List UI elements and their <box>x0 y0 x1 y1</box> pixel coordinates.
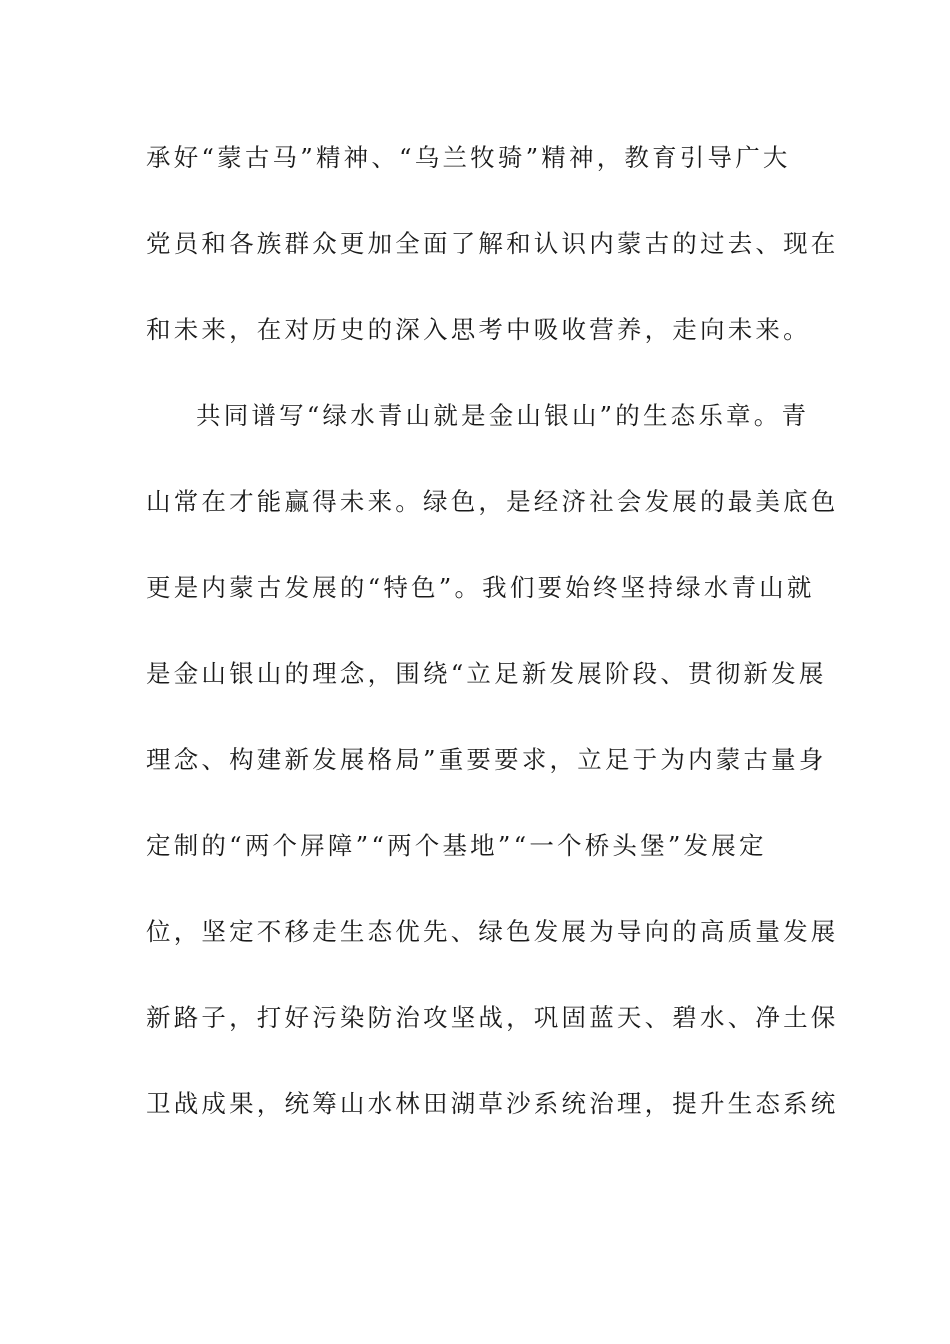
paragraph-line: 更是内蒙古发展的“特色”。我们要始终坚持绿水青山就 <box>146 573 815 602</box>
paragraph-line: 承好“蒙古马”精神、“乌兰牧骑”精神，教育引导广大 <box>146 143 791 172</box>
paragraph-line: 和未来，在对历史的深入思考中吸收营养，走向未来。 <box>146 315 811 344</box>
paragraph-line: 卫战成果，统筹山水林田湖草沙系统治理，提升生态系统 <box>146 1089 839 1118</box>
paragraph-line: 共同谱写“绿水青山就是金山银山”的生态乐章。青 <box>196 401 810 430</box>
paragraph-line: 位，坚定不移走生态优先、绿色发展为导向的高质量发展 <box>146 917 839 946</box>
paragraph-line: 党员和各族群众更加全面了解和认识内蒙古的过去、现在 <box>146 229 839 258</box>
paragraph-line: 理念、构建新发展格局”重要要求，立足于为内蒙古量身 <box>146 745 827 774</box>
paragraph-line: 山常在才能赢得未来。绿色，是经济社会发展的最美底色 <box>146 487 839 516</box>
paragraph-line: 定制的“两个屏障”“两个基地”“一个桥头堡”发展定 <box>146 831 767 860</box>
paragraph-line: 是金山银山的理念，围绕“立足新发展阶段、贯彻新发展 <box>146 659 827 688</box>
paragraph-line: 新路子，打好污染防治攻坚战，巩固蓝天、碧水、净土保 <box>146 1003 839 1032</box>
